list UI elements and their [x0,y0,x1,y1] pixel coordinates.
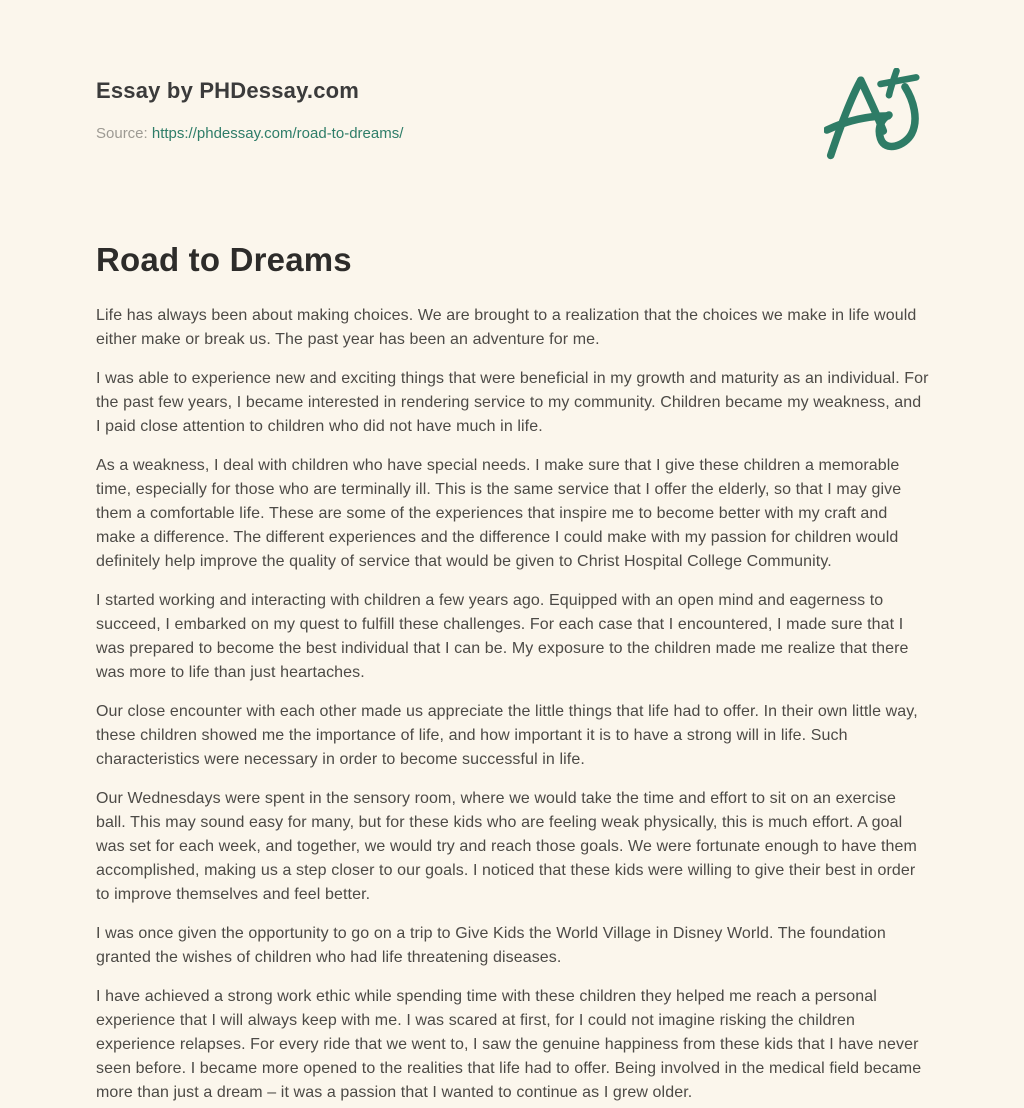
essay-paragraph: I started working and interacting with children a few years ago. Equipped with an open mind and eagerness to succeed, I embarked on my quest to fulfill these challenges. For each case that I encountered, I made sure that I was prepared to become the best individual that I can be. My exposure to the children made me realize that there was more to life than just heartaches. [96,592,909,681]
source-line [96,124,403,144]
aplus-logo [824,68,922,162]
logo-hook-stroke [879,87,915,147]
essay-title: Road to Dreams [96,241,352,278]
logo-plus-horizontal [881,77,917,84]
site-brand: Essay by PHDessay.com [96,78,360,103]
essay-paragraph: I have achieved a strong work ethic while spending time with these children they helped me reach a personal experience that I will always keep with me. I was scared at first, for I could not imagine risking the children experience relapses. For every ride that we went to, I saw the genuine happiness from these kids that I have never seen before. I became more opened to the realities that life had to offer. Being involved in the medical field became more than just a dream – it was a passion that I wanted to continue as I grew older. [96,988,922,1101]
header-text-block [96,66,403,144]
essay-paragraph: I was once given the opportunity to go on a trip to Give Kids the World Village in Disney World. The foundation granted the wishes of children who had life threatening diseases. [96,925,886,966]
source-label: Source: [96,125,148,142]
source-link[interactable]: https://phdessay.com/road-to-dreams/ [151,125,404,142]
essay-paragraph: As a weakness, I deal with children who have special needs. I make sure that I give these children a memorable time, especially for those who are terminally ill. This is the same service that I offer the elderly, so that I may give them a comfortable life. These are some of the experiences that inspire me to become better with my craft and make a difference. The different experiences and the difference I could make with my passion for children would definitely help improve the quality of service that would be given to Christ Hospital College Community. [96,457,902,570]
essay-paragraph: Our Wednesdays were spent in the sensory room, where we would take the time and effort to sit on an exercise ball. This may sound easy for many, but for these kids who are feeling weak physically, this is much effort. A goal was set for each week, and together, we would try and reach those goals. We were fortunate enough to have them accomplished, making us a step closer to our goals. I noticed that these kids were willing to give their best in order to improve themselves and feel better. [96,790,917,903]
essay-paragraph: Life has always been about making choices. We are brought to a realization that the choices we make in life would either make or break us. The past year has been an adventure for me. [96,307,917,348]
essay-paragraph: I was able to experience new and exciting things that were beneficial in my growth and maturity as an individual. For the past few years, I became interested in rendering service to my community. Children became my weakness, and I paid close attention to children who did not have much in life. [96,370,929,435]
essay-paragraph: Our close encounter with each other made us appreciate the little things that life had to offer. In their own little way, these children showed me the importance of life, and how important it is to have a strong will in life. Such characteristics were necessary in order to become successful in life. [96,703,918,768]
page-header [96,66,930,162]
